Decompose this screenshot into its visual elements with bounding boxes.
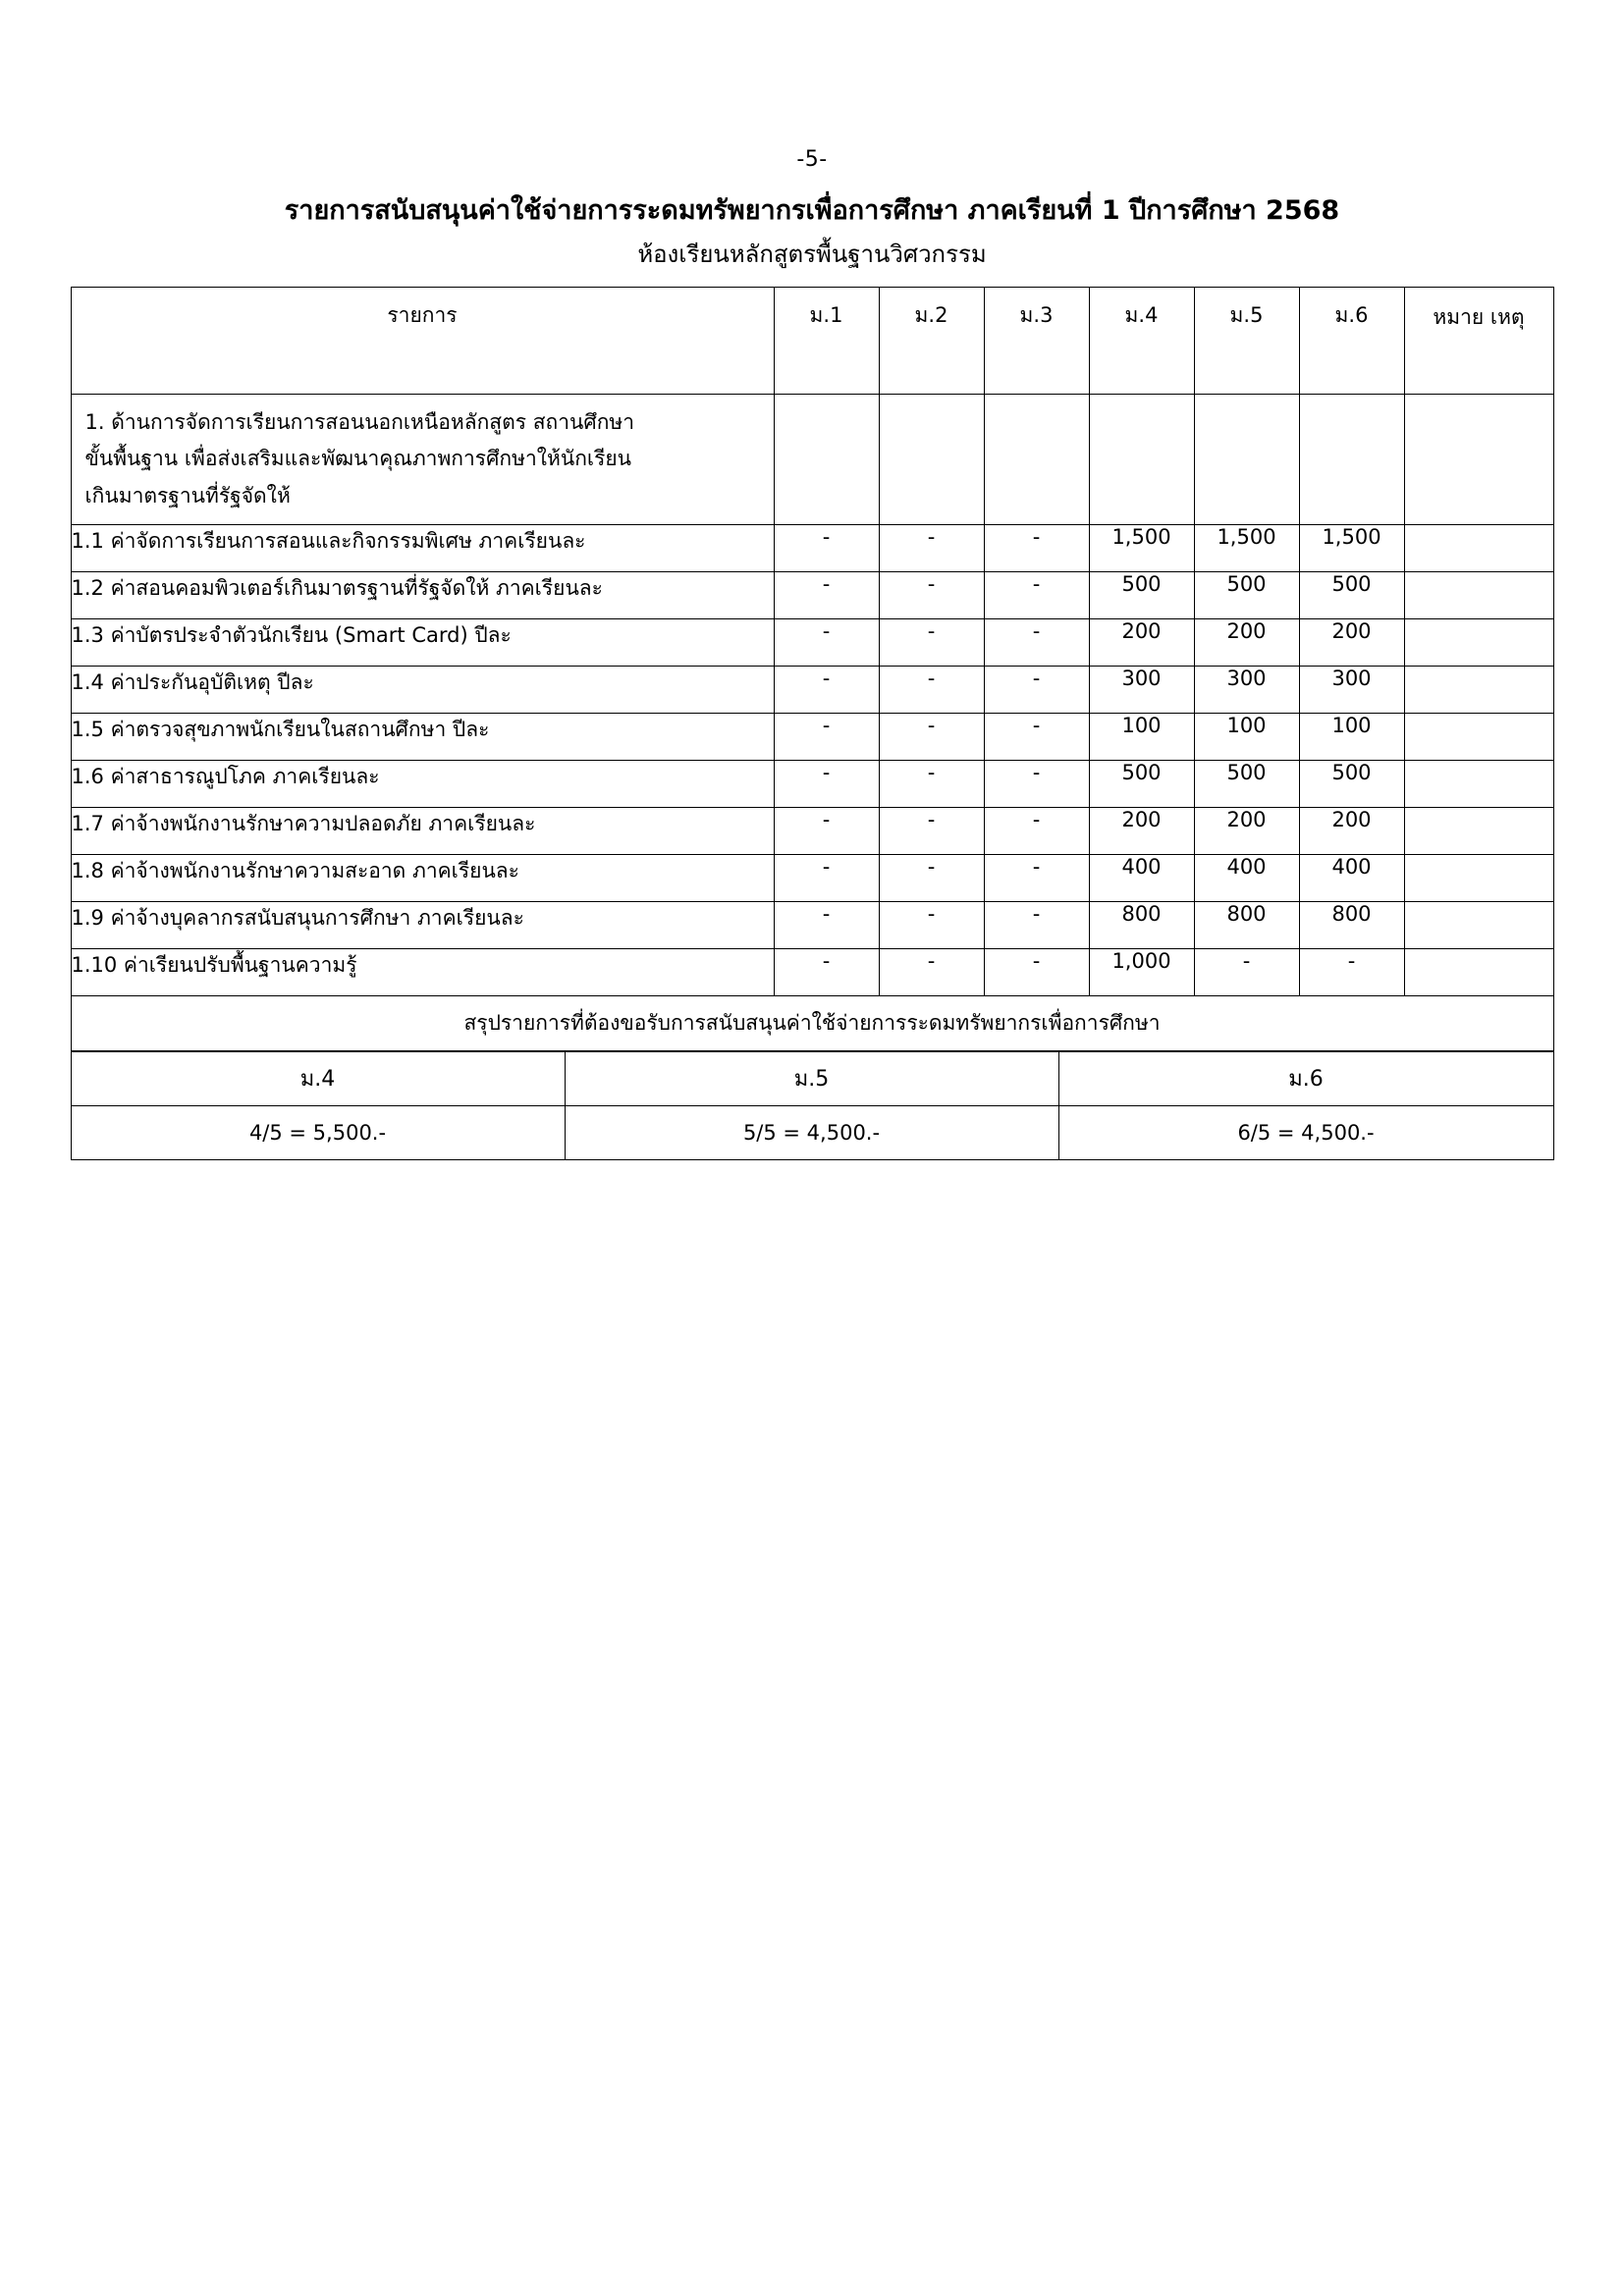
row-m3: -: [984, 666, 1089, 713]
row-m2: -: [879, 713, 984, 760]
row-m4: 800: [1089, 901, 1194, 948]
row-note: [1404, 854, 1553, 901]
summary-title-row: [71, 995, 1553, 1050]
row-m5: 500: [1194, 760, 1299, 807]
summary-col-m6: ม.6: [1058, 1051, 1553, 1105]
header-note-line2: เหตุ: [1489, 304, 1525, 329]
row-item: 1.2 ค่าสอนคอมพิวเตอร์เกินมาตรฐานที่รัฐจัดให้ ภาคเรียนละ: [71, 571, 774, 618]
summary-value-m6: 6/5 = 4,500.-: [1058, 1105, 1553, 1159]
section-line-2: ขั้นพื้นฐาน เพื่อส่งเสริมและพัฒนาคุณภาพการศึกษาให้นักเรียน: [84, 447, 632, 471]
row-m5: 500: [1194, 571, 1299, 618]
header-m6: ม.6: [1299, 287, 1404, 394]
summary-value-m4: 4/5 = 5,500.-: [71, 1105, 565, 1159]
row-item: 1.4 ค่าประกันอุบัติเหตุ ปีละ: [71, 666, 774, 713]
section-m4: [1089, 394, 1194, 524]
row-m3: -: [984, 571, 1089, 618]
header-m5: ม.5: [1194, 287, 1299, 394]
section-m3: [984, 394, 1089, 524]
summary-col-m4: ม.4: [71, 1051, 565, 1105]
row-m2: -: [879, 948, 984, 995]
row-m1: -: [774, 618, 879, 666]
row-m3: -: [984, 524, 1089, 571]
section-m1: [774, 394, 879, 524]
table-row: [71, 760, 1553, 807]
table-row: [71, 807, 1553, 854]
row-note: [1404, 618, 1553, 666]
row-m1: -: [774, 571, 879, 618]
section-m6: [1299, 394, 1404, 524]
header-m2: ม.2: [879, 287, 984, 394]
section-heading-text: [71, 394, 774, 524]
row-note: [1404, 666, 1553, 713]
row-m1: -: [774, 713, 879, 760]
section-m2: [879, 394, 984, 524]
row-item: 1.7 ค่าจ้างพนักงานรักษาความปลอดภัย ภาคเรียนละ: [71, 807, 774, 854]
row-m1: -: [774, 901, 879, 948]
table-row: [71, 901, 1553, 948]
section-line-1: 1. ด้านการจัดการเรียนการสอนนอกเหนือหลักสูตร สถานศึกษา: [84, 409, 635, 434]
row-m3: -: [984, 760, 1089, 807]
row-m6: -: [1299, 948, 1404, 995]
fee-table: [71, 287, 1554, 1051]
header-m1: ม.1: [774, 287, 879, 394]
section-note: [1404, 394, 1553, 524]
row-item: 1.9 ค่าจ้างบุคลากรสนับสนุนการศึกษา ภาคเรียนละ: [71, 901, 774, 948]
page-subtitle: ห้องเรียนหลักสูตรพื้นฐานวิศวกรรม: [637, 240, 987, 269]
row-item: 1.6 ค่าสาธารณูปโภค ภาคเรียนละ: [71, 760, 774, 807]
row-m2: -: [879, 666, 984, 713]
row-m5: 200: [1194, 807, 1299, 854]
row-m3: -: [984, 901, 1089, 948]
row-m2: -: [879, 854, 984, 901]
row-m4: 500: [1089, 571, 1194, 618]
row-note: [1404, 901, 1553, 948]
row-m6: 300: [1299, 666, 1404, 713]
row-m5: 1,500: [1194, 524, 1299, 571]
row-note: [1404, 948, 1553, 995]
row-note: [1404, 571, 1553, 618]
header-item: รายการ: [71, 287, 774, 394]
row-m6: 800: [1299, 901, 1404, 948]
row-m6: 1,500: [1299, 524, 1404, 571]
header-note-line1: หมาย: [1433, 304, 1485, 329]
row-m4: 400: [1089, 854, 1194, 901]
row-m4: 300: [1089, 666, 1194, 713]
row-m4: 200: [1089, 807, 1194, 854]
row-m4: 500: [1089, 760, 1194, 807]
header-m4: ม.4: [1089, 287, 1194, 394]
row-m2: -: [879, 901, 984, 948]
row-item: 1.3 ค่าบัตรประจำตัวนักเรียน (Smart Card) ปีละ: [71, 618, 774, 666]
row-m1: -: [774, 524, 879, 571]
row-item: 1.10 ค่าเรียนปรับพื้นฐานความรู้: [71, 948, 774, 995]
row-m6: 200: [1299, 807, 1404, 854]
header-note: [1404, 287, 1553, 394]
table-header: [71, 287, 1553, 394]
row-m1: -: [774, 854, 879, 901]
row-m5: 300: [1194, 666, 1299, 713]
row-item: 1.5 ค่าตรวจสุขภาพนักเรียนในสถานศึกษา ปีละ: [71, 713, 774, 760]
row-m3: -: [984, 948, 1089, 995]
summary-table: [71, 1051, 1554, 1160]
row-m5: 400: [1194, 854, 1299, 901]
row-m3: -: [984, 807, 1089, 854]
row-item: 1.1 ค่าจัดการเรียนการสอนและกิจกรรมพิเศษ ภาคเรียนละ: [71, 524, 774, 571]
table-row: [71, 713, 1553, 760]
row-m2: -: [879, 760, 984, 807]
row-note: [1404, 807, 1553, 854]
row-m5: 200: [1194, 618, 1299, 666]
row-m2: -: [879, 571, 984, 618]
section-m5: [1194, 394, 1299, 524]
row-note: [1404, 760, 1553, 807]
row-m4: 1,500: [1089, 524, 1194, 571]
row-m6: 400: [1299, 854, 1404, 901]
row-m6: 100: [1299, 713, 1404, 760]
row-note: [1404, 524, 1553, 571]
row-m4: 1,000: [1089, 948, 1194, 995]
summary-title: สรุปรายการที่ต้องขอรับการสนับสนุนค่าใช้จ่ายการระดมทรัพยากรเพื่อการศึกษา: [71, 995, 1553, 1050]
row-m3: -: [984, 618, 1089, 666]
table-row: [71, 948, 1553, 995]
table-row: [71, 524, 1553, 571]
table-row: [71, 618, 1553, 666]
row-m2: -: [879, 524, 984, 571]
section-line-3: เกินมาตรฐานที่รัฐจัดให้: [84, 483, 291, 507]
row-m6: 500: [1299, 760, 1404, 807]
row-m1: -: [774, 666, 879, 713]
row-m1: -: [774, 760, 879, 807]
row-m5: 800: [1194, 901, 1299, 948]
row-note: [1404, 713, 1553, 760]
summary-col-m5: ม.5: [565, 1051, 1058, 1105]
row-m2: -: [879, 618, 984, 666]
row-m4: 200: [1089, 618, 1194, 666]
table-row: [71, 571, 1553, 618]
row-m3: -: [984, 854, 1089, 901]
header-m3: ม.3: [984, 287, 1089, 394]
table-section-heading: [71, 394, 1553, 524]
table-row: [71, 666, 1553, 713]
row-item: 1.8 ค่าจ้างพนักงานรักษาความสะอาด ภาคเรียนละ: [71, 854, 774, 901]
row-m1: -: [774, 948, 879, 995]
row-m3: -: [984, 713, 1089, 760]
page-title: รายการสนับสนุนค่าใช้จ่ายการระดมทรัพยากรเพื่อการศึกษา ภาคเรียนที่ 1 ปีการศึกษา 2568: [284, 195, 1340, 226]
summary-value-row: [71, 1105, 1553, 1159]
row-m2: -: [879, 807, 984, 854]
row-m4: 100: [1089, 713, 1194, 760]
row-m6: 500: [1299, 571, 1404, 618]
row-m5: -: [1194, 948, 1299, 995]
row-m5: 100: [1194, 713, 1299, 760]
table-row: [71, 854, 1553, 901]
row-m6: 200: [1299, 618, 1404, 666]
summary-header-row: [71, 1051, 1553, 1105]
page-number: -5-: [796, 147, 828, 172]
summary-value-m5: 5/5 = 4,500.-: [565, 1105, 1058, 1159]
row-m1: -: [774, 807, 879, 854]
